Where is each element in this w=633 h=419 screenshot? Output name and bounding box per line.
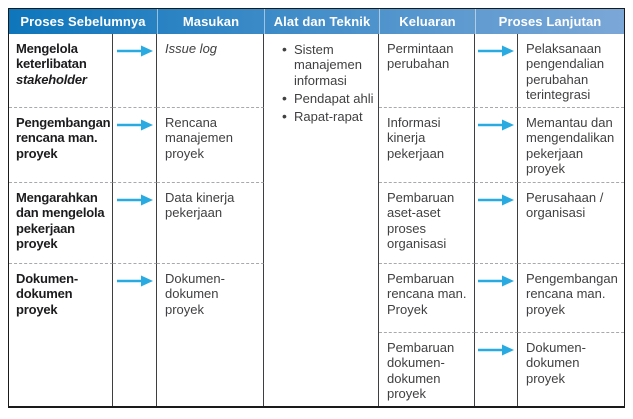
next-process-cell: Memantau dan mengendalikan pekerjaan proyek [518,108,624,183]
output-cell: Pembaruan rencana man. Proyek [379,264,475,333]
tool-item: • Pendapat ahli [282,91,374,106]
output-cell: Permintaan perubahan [379,34,475,108]
flow-arrow-cell [475,34,518,108]
column-header-outputs: Keluaran [379,9,475,34]
next-process-cell: Perusahaan / organisasi [518,183,624,264]
previous-process-cell [9,34,113,108]
tool-item: • Sistem manajemen informasi [282,42,374,88]
tools-list [272,42,374,125]
column-header-previous-processes: Proses Sebelumnya [20,14,146,29]
previous-process-cell: Mengarahkan dan mengelola pekerjaan proyek [9,183,113,264]
column-header-next-processes: Proses Lanjutan [475,9,624,34]
flow-arrow-cell [113,34,157,108]
output-cell: Informasi kinerja pekerjaan [379,108,475,183]
arrow-right-icon [477,193,515,207]
arrow-right-icon [477,118,515,132]
arrow-right-icon [116,274,154,288]
output-cell: Pembaruan aset-aset proses organisasi [379,183,475,264]
next-process-cell: Pengembangan rencana man. proyek [518,264,624,333]
arrow-right-icon [477,274,515,288]
input-cell: Rencana manajemen proyek [157,108,264,183]
arrow-right-icon [116,193,154,207]
column-header-tools-techniques: Alat dan Teknik [264,9,379,34]
flow-arrow-cell [475,333,518,406]
input-cell: Issue log [157,34,264,108]
output-cell: Pembaruan dokumen-dokumen proyek [379,333,475,406]
input-cell: Data kinerja pekerjaan [157,183,264,264]
arrow-right-icon [477,343,515,357]
arrow-right-icon [116,44,154,58]
flow-arrow-cell [113,108,157,183]
arrow-right-icon [116,118,154,132]
flow-arrow-cell [113,183,157,264]
previous-process-emphasis: stakeholder [16,71,87,87]
arrow-right-icon [477,44,515,58]
process-flow-table [8,8,625,408]
previous-process-cell: Dokumen-dokumen proyek [9,264,113,406]
flow-arrow-cell [475,183,518,264]
flow-arrow-cell [475,264,518,333]
tool-item: • Rapat-rapat [282,109,374,124]
previous-process-text: Mengelola keterlibatan [16,41,87,72]
tools-techniques-cell [264,34,379,406]
flow-arrow-cell [113,264,157,406]
next-process-cell: Pelaksanaan pengendalian perubahan terintegrasi [518,34,624,108]
flow-arrow-cell [475,108,518,183]
next-process-cell: Dokumen-dokumen proyek [526,340,586,386]
column-header-inputs: Masukan [157,9,264,34]
input-cell: Dokumen-dokumen proyek [157,264,264,406]
previous-process-cell: Pengembangan rencana man. proyek [9,108,113,183]
